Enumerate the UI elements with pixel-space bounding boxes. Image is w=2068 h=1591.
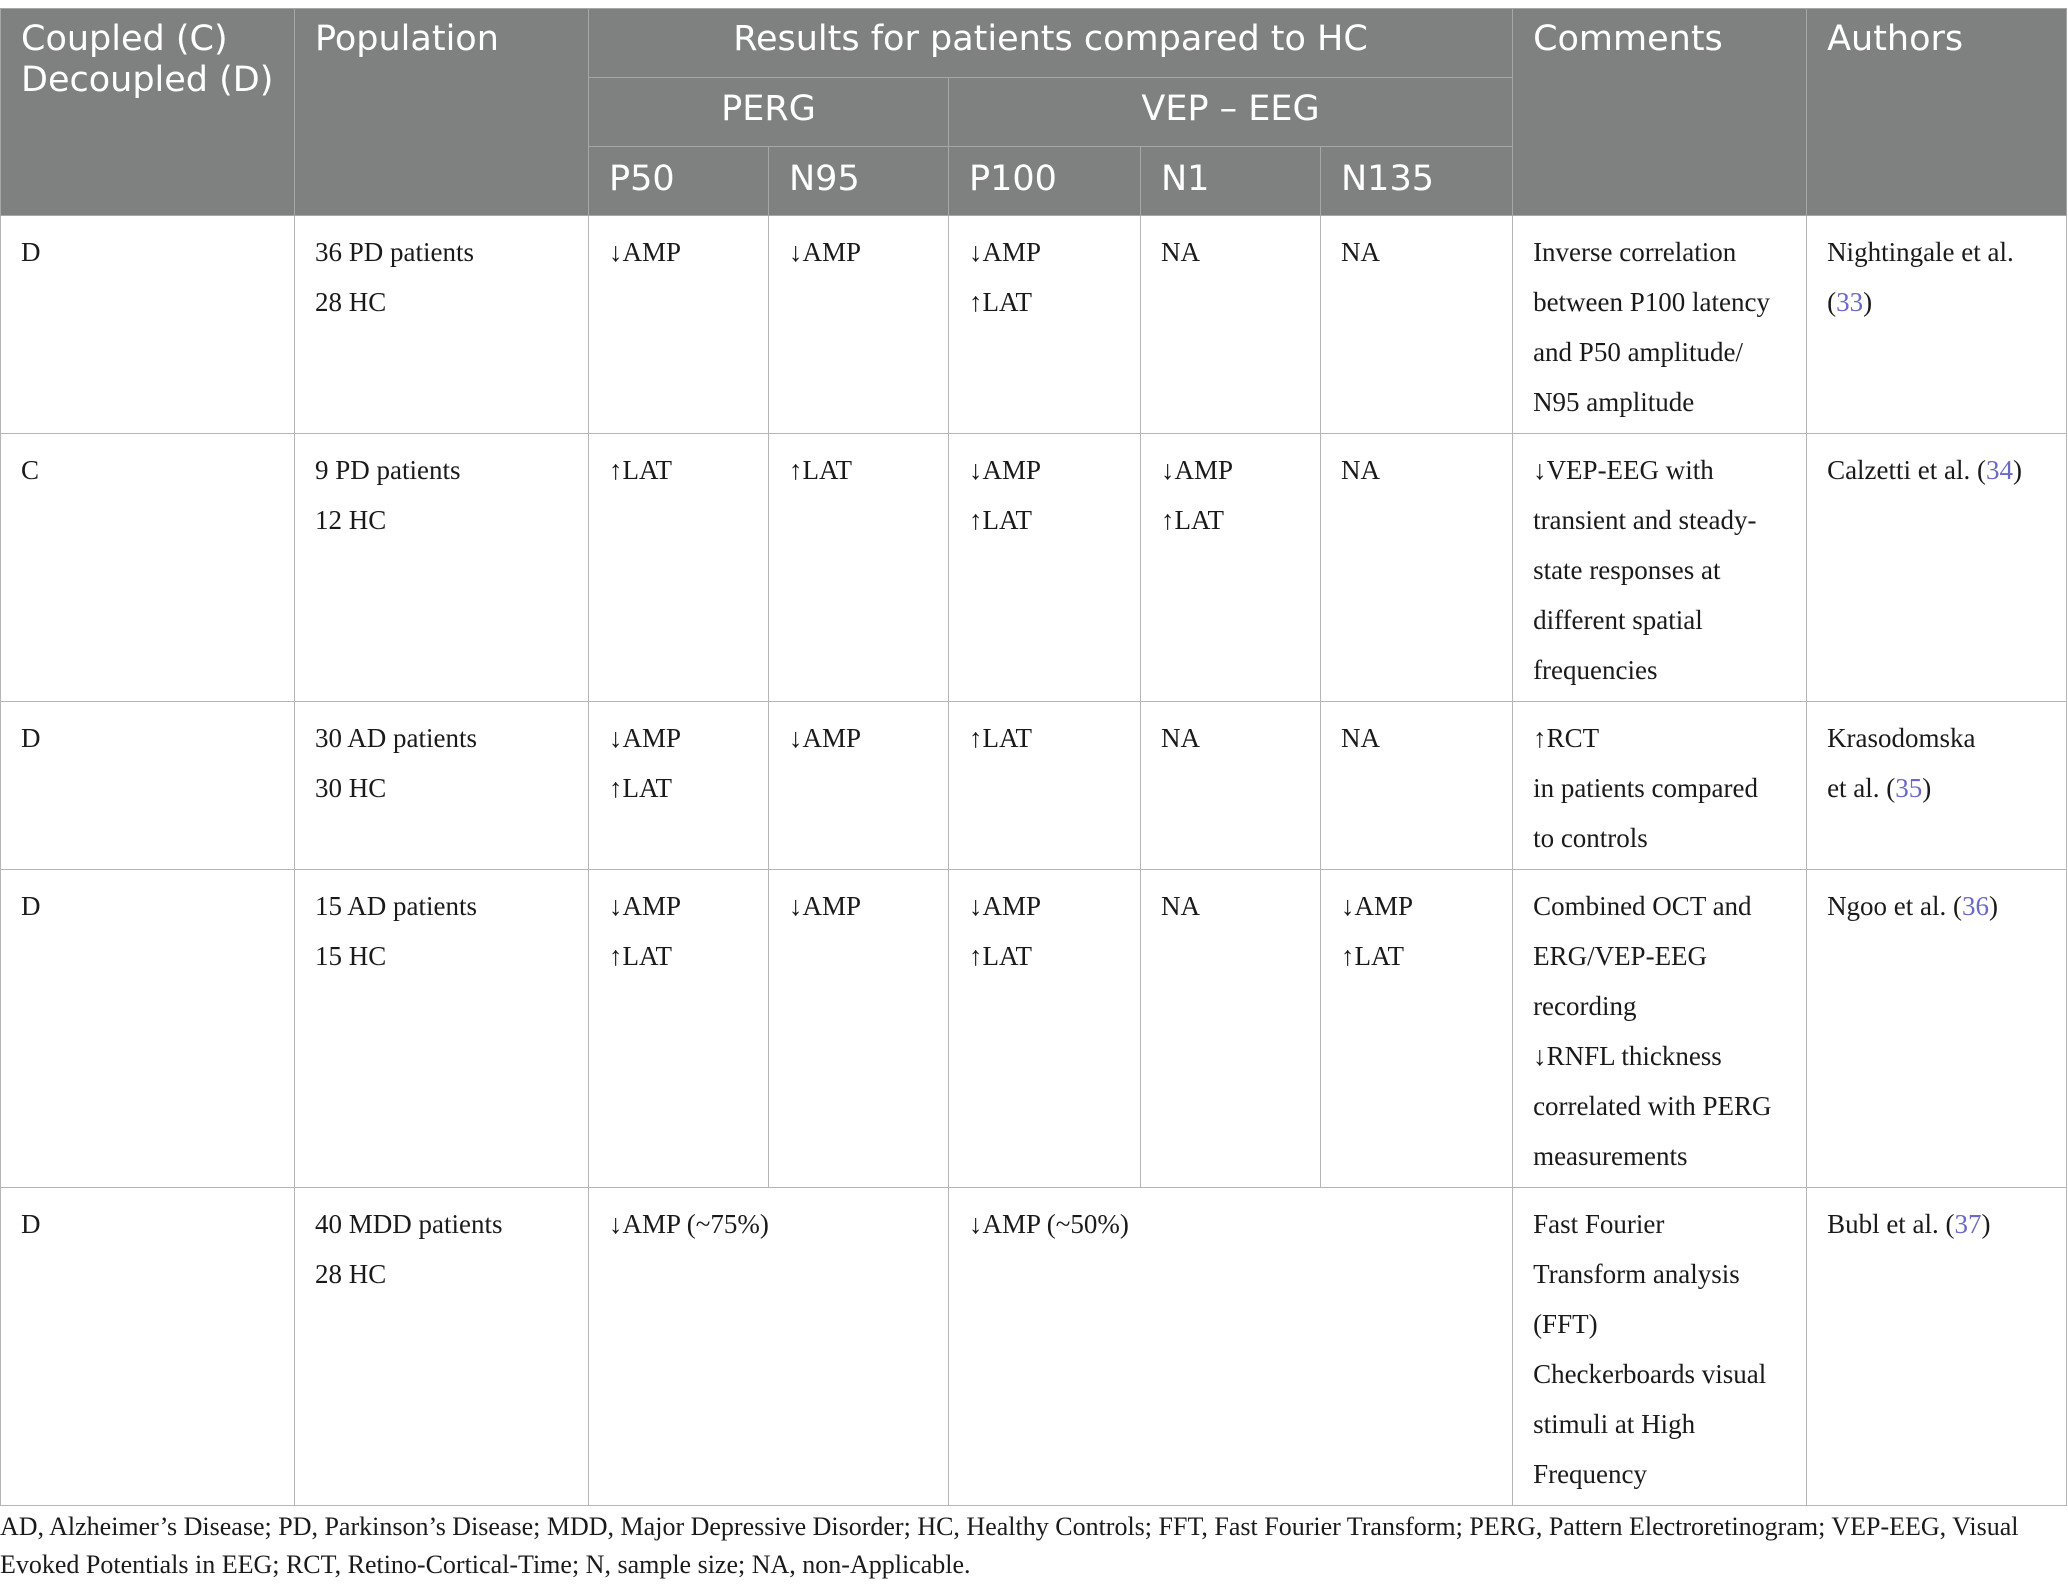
p100-line: ↑LAT	[969, 505, 1032, 535]
cell-p100	[949, 434, 1141, 702]
cell-population	[295, 702, 589, 870]
population-line: 28 HC	[315, 287, 387, 317]
population-line: 28 HC	[315, 1259, 387, 1289]
p100-line: ↓AMP	[969, 455, 1042, 485]
comment-line: ↑RCT	[1533, 723, 1600, 753]
comment-line: Frequency	[1533, 1459, 1648, 1489]
comment-line: N95 amplitude	[1533, 387, 1695, 417]
population-line: 30 HC	[315, 773, 387, 803]
authors-text: Calzetti et al. (	[1827, 455, 1986, 485]
header-coupling	[1, 9, 295, 216]
cell-authors	[1807, 1188, 2067, 1506]
n135-line: ↓AMP	[1341, 891, 1414, 921]
authors-text: Nightingale et al.	[1827, 237, 2014, 267]
header-authors: Authors	[1807, 9, 2067, 216]
table-row	[1, 702, 2067, 870]
cell-coupling: D	[1, 216, 295, 434]
n135-line: NA	[1341, 237, 1380, 267]
n95-line: ↑LAT	[789, 455, 852, 485]
authors-text: Bubl et al. (	[1827, 1209, 1955, 1239]
cell-n1	[1141, 702, 1321, 870]
comment-line: Checkerboards visual	[1533, 1359, 1767, 1389]
comment-line: transient and steady-	[1533, 505, 1757, 535]
p50-line: ↓AMP	[609, 237, 682, 267]
table-row	[1, 1188, 2067, 1506]
cell-comments	[1513, 434, 1807, 702]
table-row	[1, 434, 2067, 702]
table-row	[1, 216, 2067, 434]
comment-line: Transform analysis	[1533, 1259, 1740, 1289]
population-line: 12 HC	[315, 505, 387, 535]
comment-line: to controls	[1533, 823, 1648, 853]
comment-line: state responses at	[1533, 555, 1721, 585]
authors-text: Krasodomska	[1827, 723, 1976, 753]
reference-link[interactable]: 36	[1962, 891, 1990, 921]
comment-line: ERG/VEP-EEG	[1533, 941, 1708, 971]
header-results: Results for patients compared to HC	[589, 9, 1513, 78]
comment-line: between P100 latency	[1533, 287, 1770, 317]
header-group-vep-eeg: VEP – EEG	[949, 78, 1513, 147]
header-sub-p50: P50	[589, 147, 769, 216]
footnote-line-1: AD, Alzheimer’s Disease; PD, Parkinson’s Disease; MDD, Major Depressive Disorder; HC, Healthy Controls; FFT, Fast Fourier Transform; PERG, Pattern Electroretinogram; VEP-EEG, Visual	[0, 1512, 2019, 1541]
authors-close-paren: )	[1989, 891, 1999, 921]
p50-line: ↑LAT	[609, 941, 672, 971]
cell-perg-merged: ↓AMP (~75%)	[589, 1188, 949, 1506]
cell-n135	[1321, 870, 1513, 1188]
cell-population	[295, 870, 589, 1188]
comment-line: in patients compared	[1533, 773, 1758, 803]
population-line: 40 MDD patients	[315, 1209, 503, 1239]
authors-text: (	[1827, 287, 1837, 317]
cell-authors	[1807, 702, 2067, 870]
table-footnote	[0, 1508, 2066, 1584]
header-group-perg: PERG	[589, 78, 949, 147]
population-line: 15 HC	[315, 941, 387, 971]
authors-close-paren: )	[1863, 287, 1873, 317]
cell-authors	[1807, 434, 2067, 702]
reference-link[interactable]: 33	[1836, 287, 1864, 317]
cell-n95	[769, 870, 949, 1188]
cell-comments	[1513, 1188, 1807, 1506]
cell-coupling: D	[1, 1188, 295, 1506]
population-line: 15 AD patients	[315, 891, 477, 921]
authors-close-paren: )	[1981, 1209, 1991, 1239]
header-sub-n1: N1	[1141, 147, 1321, 216]
cell-authors	[1807, 216, 2067, 434]
comment-line: different spatial	[1533, 605, 1703, 635]
comment-line: measurements	[1533, 1141, 1688, 1171]
p100-line: ↓AMP	[969, 237, 1042, 267]
cell-p100	[949, 870, 1141, 1188]
cell-vep-merged: ↓AMP (~50%)	[949, 1188, 1513, 1506]
cell-comments	[1513, 216, 1807, 434]
n1-line: ↑LAT	[1161, 505, 1224, 535]
cell-n135	[1321, 702, 1513, 870]
reference-link[interactable]: 37	[1954, 1209, 1982, 1239]
table-body	[1, 216, 2067, 1506]
footnote-line-2: Evoked Potentials in EEG; RCT, Retino-Cortical-Time; N, sample size; NA, non-Applicable.	[0, 1550, 971, 1579]
p100-line: ↑LAT	[969, 941, 1032, 971]
table-container	[0, 8, 2068, 1506]
n1-line: NA	[1161, 891, 1200, 921]
n135-line: NA	[1341, 455, 1380, 485]
table-header	[1, 9, 2067, 216]
comment-line: Fast Fourier	[1533, 1209, 1665, 1239]
cell-p50	[589, 702, 769, 870]
population-line: 9 PD patients	[315, 455, 461, 485]
n1-line: NA	[1161, 237, 1200, 267]
cell-n1	[1141, 216, 1321, 434]
cell-n135	[1321, 216, 1513, 434]
comment-line: Combined OCT and	[1533, 891, 1752, 921]
comment-line: ↓VEP-EEG with	[1533, 455, 1714, 485]
cell-n95	[769, 434, 949, 702]
comment-line: and P50 amplitude/	[1533, 337, 1744, 367]
comment-line: (FFT)	[1533, 1309, 1598, 1339]
p100-line: ↓AMP	[969, 891, 1042, 921]
cell-p100	[949, 702, 1141, 870]
n135-line: ↑LAT	[1341, 941, 1404, 971]
cell-coupling: D	[1, 870, 295, 1188]
cell-comments	[1513, 870, 1807, 1188]
cell-population	[295, 216, 589, 434]
n95-line: ↓AMP	[789, 237, 862, 267]
header-comments: Comments	[1513, 9, 1807, 216]
comment-line: ↓RNFL thickness	[1533, 1041, 1722, 1071]
authors-close-paren: )	[2013, 455, 2022, 485]
p100-line: ↑LAT	[969, 287, 1032, 317]
cell-p50	[589, 870, 769, 1188]
authors-text: Ngoo et al. (	[1827, 891, 1963, 921]
reference-link[interactable]: 35	[1895, 773, 1923, 803]
p100-line: ↑LAT	[969, 723, 1032, 753]
p50-line: ↓AMP	[609, 723, 682, 753]
cell-p50	[589, 216, 769, 434]
comment-line: Inverse correlation	[1533, 237, 1737, 267]
n1-line: ↓AMP	[1161, 455, 1234, 485]
cell-n135	[1321, 434, 1513, 702]
p50-line: ↓AMP	[609, 891, 682, 921]
header-coupling-line-2: Decoupled (D)	[21, 60, 274, 100]
header-sub-n135: N135	[1321, 147, 1513, 216]
cell-coupling: C	[1, 434, 295, 702]
n95-line: ↓AMP	[789, 723, 862, 753]
results-table	[0, 8, 2067, 1506]
cell-coupling: D	[1, 702, 295, 870]
reference-link[interactable]: 34	[1986, 455, 2013, 485]
cell-n1	[1141, 434, 1321, 702]
authors-text: et al. (	[1827, 773, 1896, 803]
comment-line: recording	[1533, 991, 1637, 1021]
p50-line: ↑LAT	[609, 455, 672, 485]
table-row	[1, 870, 2067, 1188]
cell-population	[295, 1188, 589, 1506]
n1-line: NA	[1161, 723, 1200, 753]
cell-n95	[769, 702, 949, 870]
comment-line: frequencies	[1533, 655, 1658, 685]
cell-population	[295, 434, 589, 702]
cell-n1	[1141, 870, 1321, 1188]
authors-close-paren: )	[1922, 773, 1932, 803]
header-sub-n95: N95	[769, 147, 949, 216]
cell-p50	[589, 434, 769, 702]
p50-line: ↑LAT	[609, 773, 672, 803]
cell-p100	[949, 216, 1141, 434]
n135-line: NA	[1341, 723, 1380, 753]
header-coupling-line-1: Coupled (C)	[21, 19, 228, 59]
header-sub-p100: P100	[949, 147, 1141, 216]
cell-n95	[769, 216, 949, 434]
comment-line: correlated with PERG	[1533, 1091, 1772, 1121]
population-line: 30 AD patients	[315, 723, 477, 753]
header-population: Population	[295, 9, 589, 216]
comment-line: stimuli at High	[1533, 1409, 1696, 1439]
cell-authors	[1807, 870, 2067, 1188]
population-line: 36 PD patients	[315, 237, 474, 267]
cell-comments	[1513, 702, 1807, 870]
n95-line: ↓AMP	[789, 891, 862, 921]
